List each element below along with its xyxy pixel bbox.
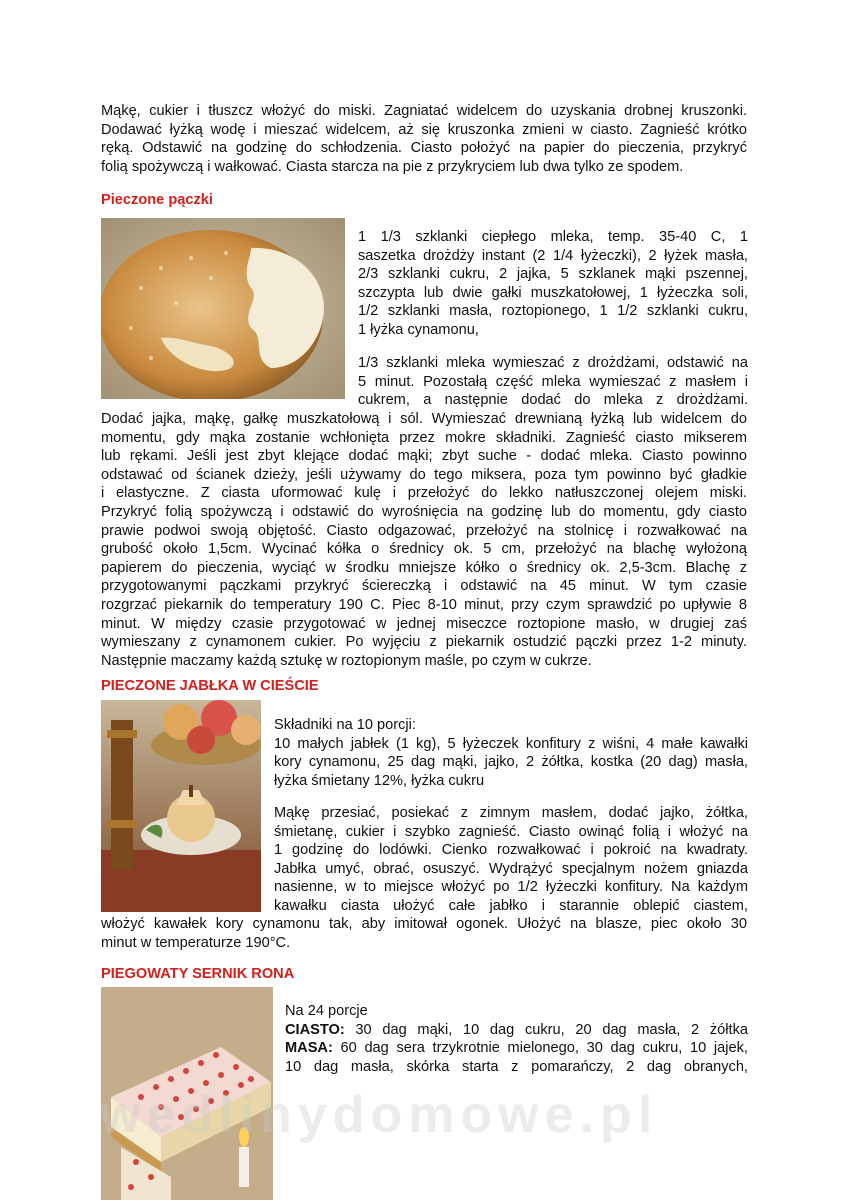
text-line: nasienne, w to miejsce włożyć po 1/2 łyżeczki konfitury. Na każdym — [274, 879, 748, 896]
text-line: Jabłka umyć, obrać, osuszyć. Wydrążyć specjalnym nożem gniazda — [274, 860, 748, 877]
masa-label: MASA: — [285, 1040, 333, 1057]
recipe-title-cheesecake: PIEGOWATY SERNIK RONA — [101, 966, 295, 982]
masa-text: 60 dag sera trzykrotnie mielonego, 30 dag cukru, 10 jajek, — [332, 1040, 748, 1057]
recipe-title-donuts: Pieczone pączki — [101, 192, 213, 208]
intro-paragraph — [101, 102, 747, 176]
text-line: 1/2 szklanki masła, roztopionego, 1 1/2 szklanki cukru, — [358, 303, 748, 320]
recipe-title-baked-apples: PIECZONE JABŁKA W CIEŚCIE — [101, 678, 319, 694]
text-line: cukrem, a następnie dodać do mleka z drożdżami. — [358, 392, 748, 409]
text-line: Na 24 porcje — [285, 1003, 368, 1019]
text-line: 10 małych jabłek (1 kg), 5 łyżeczek konfitury z wiśni, 4 małe kawałki — [274, 735, 748, 752]
donuts-method-side — [358, 354, 748, 410]
intro-line: ręką. Odstawić na godzinę do schłodzenia. Ciasto położyć na papier do pieczenia, przykryć — [101, 140, 747, 157]
donuts-ingredients — [358, 228, 748, 340]
text-line: 2/3 szklanki cukru, 2 jajka, 5 szklanek mąki pszennej, — [358, 266, 748, 283]
apples-method-side — [274, 804, 748, 916]
text-line: kawałku ciasta ułożyć całe jabłko i starannie oblepić ciastem, — [274, 897, 748, 914]
text-line: lub rękami. Jeśli jest zbyt klejące dodać mąki; zbyt suche - dodać mleka. Ciasto powinno — [101, 448, 747, 465]
text-line — [285, 1039, 748, 1058]
text-line: wymieszany z cynamonem cukier. Po wyjęciu z piekarnik ostudzić pączki przez 1-2 minuty. — [101, 634, 747, 651]
intro-line: folią spożywczą i wałkować. Ciasta starcza na pie z przykryciem lub dwa tylko ze spodem. — [101, 158, 684, 175]
text-line: Następnie maczamy każdą sztukę w roztopionym maśle, po czym w cukrze. — [101, 652, 592, 669]
text-line: 1/3 szklanki mleka wymieszać z drożdżami, odstawić na — [358, 355, 748, 371]
text-line: 5 minut. Pozostałą część mleka wymieszać z masłem i — [358, 373, 748, 390]
ciasto-label: CIASTO: — [285, 1021, 345, 1038]
ciasto-text: 30 dag mąki, 10 dag cukru, 20 dag masła, 2 żółtka — [344, 1021, 748, 1038]
text-line: łyżka śmietany 12%, łyżka cukru — [274, 772, 485, 789]
watermark: wedlinydomowe.pl — [100, 1086, 659, 1144]
text-line: odstawać od ścianek dzieży, jeśli używamy do tego miksera, poza tym powinno być gładkie — [101, 466, 747, 483]
text-line — [285, 1021, 748, 1040]
text-line: kory cynamonu, 25 dag mąki, jajko, 2 żółtka, kostka (20 dag) masła, — [274, 754, 748, 771]
text-line: 1 1/3 szklanki ciepłego mleka, temp. 35-40 C, 1 — [358, 229, 748, 245]
text-line: 10 dag masła, skórka starta z pomarańczy, 2 dag obranych, — [285, 1058, 748, 1075]
text-line: Składniki na 10 porcji: — [274, 717, 416, 733]
text-line: rozgrzać piekarnik do temperatury 190 C. Piec 8-10 minut, przy czym sprawdzić po upływie 8 — [101, 596, 747, 613]
text-line: momentu, gdy mąka zostanie wchłonięta przez mokre składniki. Zagnieść ciasto mikserem — [101, 429, 747, 446]
text-line: i elastyczne. Z ciasta uformować kulę i przełożyć do lekko natłuszczonej olejem miski. — [101, 485, 747, 502]
intro-line: Dodawać łyżką wodę i mieszać widelcem, aż się kruszonka zmieni w ciasto. Zagnieść krótko — [101, 121, 747, 138]
cheesecake-text — [285, 1002, 748, 1076]
text-line: 1 łyżka cynamonu, — [358, 321, 479, 338]
text-line: saszetka drożdży instant (2 1/4 łyżeczki), 2 łyżek masła, — [358, 247, 748, 264]
text-line: Dodać jajka, mąkę, gałkę muszkatołową i sól. Wymieszać drewnianą łyżką lub widelcem do — [101, 411, 747, 427]
apples-ingredients — [274, 716, 748, 790]
text-line: papierem do pieczenia, wyciąć w środku mniejsze kółko o średnicy ok. 2,5-3cm. Blachę z — [101, 559, 747, 576]
donut-photo-icon — [101, 218, 345, 399]
intro-line: Mąkę, cukier i tłuszcz włożyć do miski. Zagniatać widelcem do uzyskania drobnej kruszonki. — [101, 103, 747, 119]
text-line: Przykryć folią spożywczą i odstawić do wyrośnięcia na godzinę lub do momentu, gdy ciasto — [101, 503, 747, 520]
text-line: 1 godzinę do lodówki. Cienko rozwałkować i pokroić na kwadraty. — [274, 842, 748, 859]
text-line: szczypta lub dwie gałki muszkatołowej, 1 łyżeczka soli, — [358, 284, 748, 301]
text-line: grubość około 1,5cm. Wycinać kółka o średnicy ok. 5 cm, przełożyć na blachę wyłożoną — [101, 541, 747, 558]
text-line: śmietanę, cukier i szybko zagnieść. Ciasto owinąć folią i włożyć na — [274, 823, 748, 840]
text-line: przygotowanymi pączkami przykryć ściereczką i odstawić na 45 minut. W tym czasie — [101, 578, 747, 595]
text-line: minut w temperaturze 190°C. — [101, 934, 291, 951]
baked-apples-photo-icon — [101, 700, 261, 912]
text-line: minut. W między czasie przygotować w jednej miseczce roztopione masło, w drugiej zaś — [101, 615, 747, 632]
donuts-method — [101, 410, 747, 670]
text-line: włożyć kawałek kory cynamonu tak, aby imitował ogonek. Ułożyć na blasze, piec około 30 — [101, 916, 747, 932]
text-line: Mąkę przesiać, posiekać z zimnym masłem, dodać jajko, żółtka, — [274, 805, 748, 821]
apples-method — [101, 915, 747, 952]
text-line: prawie podwoi swoją objętość. Ciasto odgazować, przełożyć na stolnicę i rozwałkować na — [101, 522, 747, 539]
